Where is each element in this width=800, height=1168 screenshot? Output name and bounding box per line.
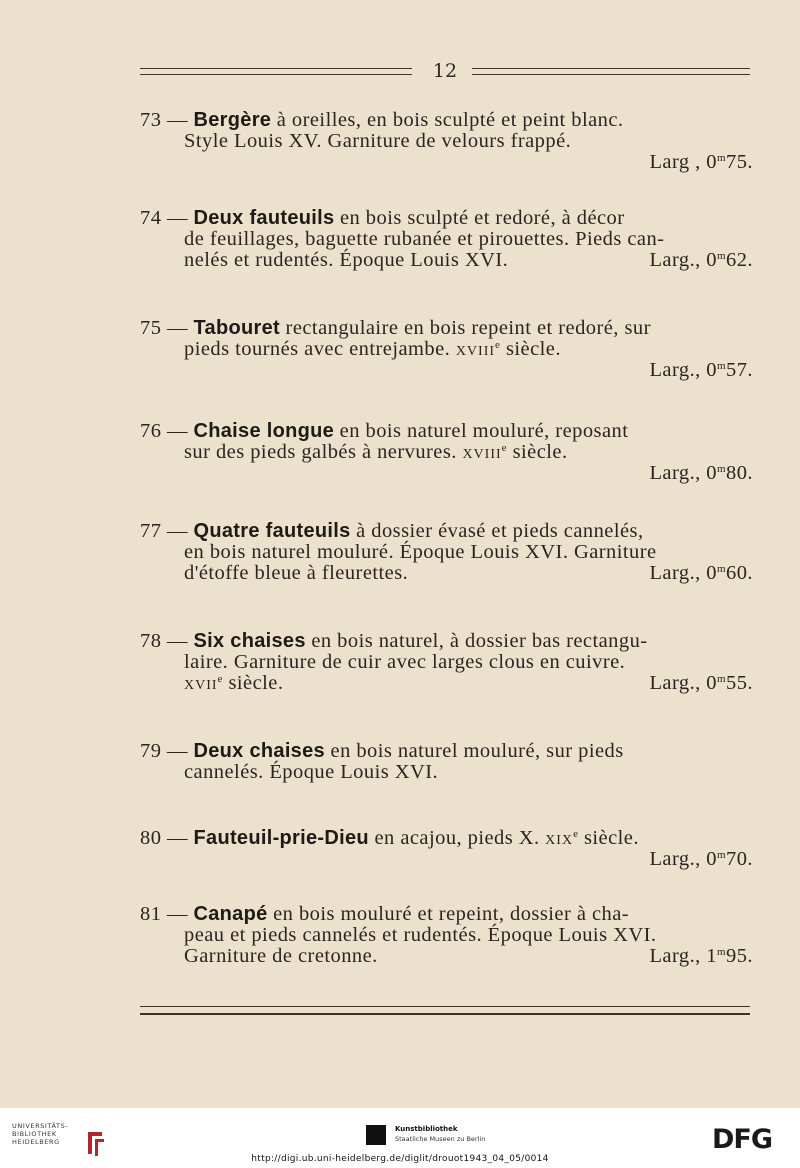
dfg-logo[interactable]: DFG [712,1124,773,1155]
lot-number: 78 — [140,630,194,652]
description-line: pieds tournés avec entrejambe. [184,338,456,360]
footer-rule [140,1006,750,1015]
header-rule-right [472,68,750,75]
university-library-logo[interactable] [12,1122,102,1158]
dimensions: Larg., 0$^m$70. [649,848,753,870]
description-line: Style Louis XV. Garniture de velours frappé. [184,130,572,152]
item-title: Fauteuil-prie-Dieu [193,827,369,849]
description-line: sur des pieds galbés à nervures. [184,441,463,463]
university-name-line: HEIDELBERG [12,1138,60,1146]
description-line: à dossier évasé et pieds cannelés, [350,520,644,542]
lot-number: 76 — [140,420,194,442]
catalog-entry-77 [140,521,753,584]
description-line: rectangulaire en bois repeint et redoré, sur [279,317,651,339]
description-line: en bois sculpté et redoré, à décor [334,207,625,229]
lot-number: 75 — [140,317,194,339]
lot-number: 77 — [140,520,194,542]
university-name-line: UNIVERSITÄTS- [12,1122,69,1130]
century: XVIII [455,344,496,359]
catalog-entry-81 [140,904,753,967]
item-title: Deux fauteuils [193,207,335,229]
description-line: Garniture de cretonne. [184,945,378,967]
description-line: en bois naturel mouluré, sur pieds [324,740,624,762]
dimensions: Larg., 0$^m$62. [649,249,753,271]
dimensions: Larg., 1$^m$95. [649,945,753,967]
kunstbibliothek-logo[interactable] [366,1121,526,1151]
description-line: laire. Garniture de cuir avec larges clous en cuivre. [184,651,626,673]
item-title: Tabouret [193,317,280,339]
century: XIX [545,833,574,848]
catalog-entry-79 [140,741,753,783]
description-line: d'étoffe bleue à fleurettes. [184,562,409,584]
lot-number: 80 — [140,827,194,849]
kunstbibliothek-title: Kunstbibliothek [395,1125,458,1133]
source-url[interactable]: http://digi.ub.uni-heidelberg.de/diglit/drouot1943_04_05/0014 [251,1154,549,1164]
item-title: Chaise longue [193,420,335,442]
page-header [140,60,750,82]
description-line: en bois mouluré et repeint, dossier à cha- [267,903,630,925]
description-line: en bois naturel mouluré. Époque Louis XVI. Garniture [184,541,657,563]
description-line: en bois naturel, à dossier bas rectangu- [305,630,648,652]
description-line: cannelés. Époque Louis XVI. [184,761,439,783]
dimensions: Larg., 0$^m$57. [649,359,753,381]
description-line: en bois naturel mouluré, reposant [334,420,629,442]
catalog-entry-75: 75 — Tabouret rectangulaire en bois repeint et redoré, sur pieds tournés avec entrejambe. XVIIIe siècle. Larg., 0$^m$57. [140,317,753,381]
item-title: Canapé [193,903,268,925]
kunstbibliothek-subtitle: Staatliche Museen zu Berlin [395,1135,486,1143]
dimensions: Larg., 0$^m$60. [649,562,753,584]
lot-number: 73 — [140,109,194,131]
description-line: peau et pieds cannelés et rudentés. Époque Louis XVI. [184,924,657,946]
digitization-footer [0,1108,800,1168]
item-title: Quatre fauteuils [193,520,351,542]
century: XVIII [462,447,502,462]
kunstbibliothek-mark-icon [366,1125,386,1145]
catalog-entry-76: 76 — Chaise longue en bois naturel mouluré, reposant sur des pieds galbés à nervures. XVIIIe siècle. Larg., 0$^m$80. [140,420,753,484]
dimensions: Larg., 0$^m$55. [649,672,753,694]
lot-number: 79 — [140,740,194,762]
item-title: Six chaises [193,630,306,652]
item-title: Deux chaises [193,740,325,762]
description-line: en acajou, pieds X. [368,827,546,849]
description-line: nelés et rudentés. Époque Louis XVI. [184,249,509,271]
item-title: Bergère [193,109,272,131]
dimensions: Larg., 0$^m$80. [649,462,753,484]
description-line: de feuillages, baguette rubanée et pirouettes. Pieds can- [184,228,665,250]
catalog-entry-78: 78 — Six chaises en bois naturel, à dossier bas rectangu- laire. Garniture de cuir avec larges clous en cuivre. XVIIe siècle. Larg., 0$^m$55. [140,630,753,694]
catalog-entry-74 [140,208,753,271]
description-line: à oreilles, en bois sculpté et peint blanc. [271,109,624,131]
university-name-line: BIBLIOTHEK [12,1130,57,1138]
lot-number: 81 — [140,903,194,925]
lot-number: 74 — [140,207,194,229]
catalog-entry-80: 80 — Fauteuil-prie-Dieu en acajou, pieds X. XIXe siècle. Larg., 0$^m$70. [140,827,753,870]
dimensions: Larg , 0$^m$75. [649,151,753,173]
page-number: 12 [432,60,458,82]
century: XVII [184,678,218,693]
catalog-entry-73 [140,110,753,173]
